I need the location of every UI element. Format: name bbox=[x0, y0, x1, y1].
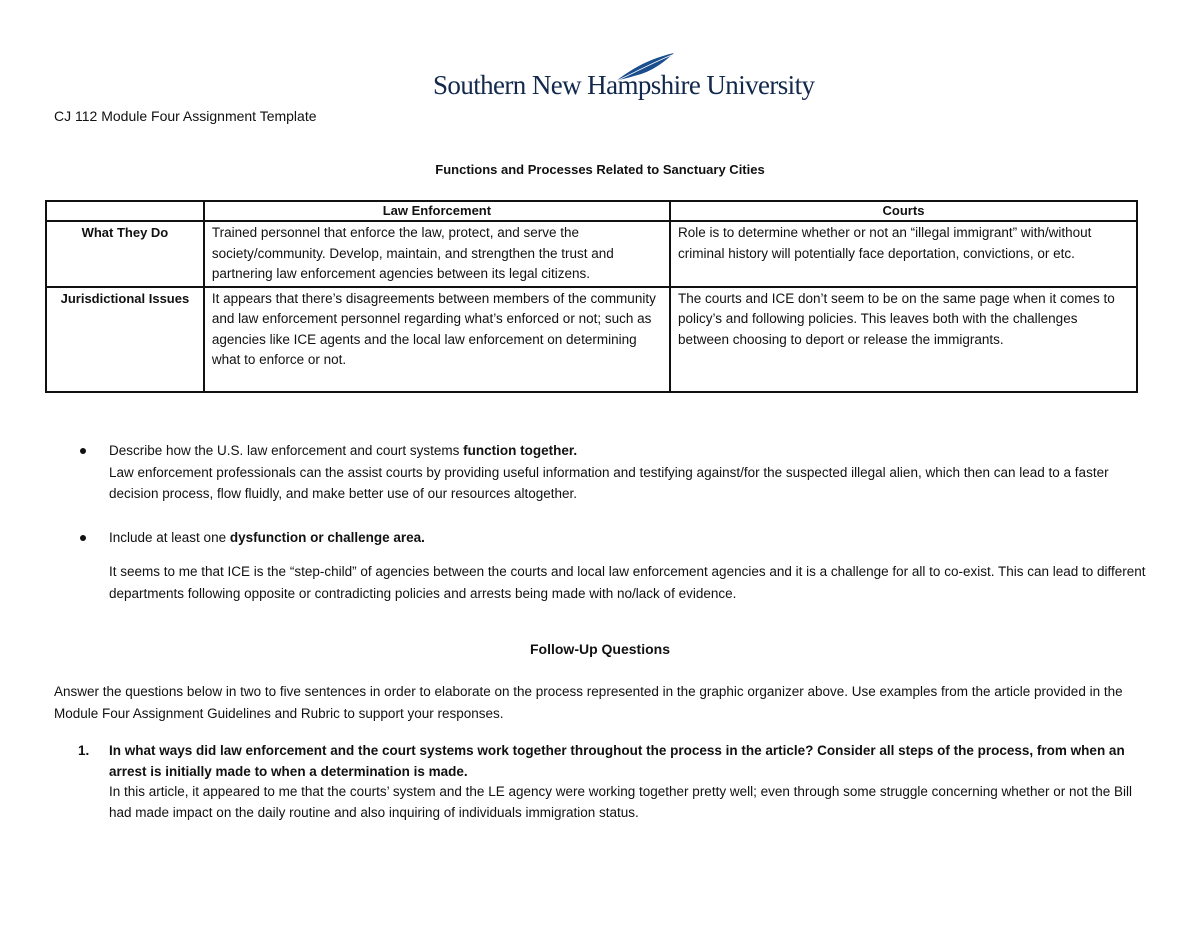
bullet-icon bbox=[80, 448, 86, 454]
bullet-prompt: Describe how the U.S. law enforcement and court systems function together. bbox=[109, 443, 578, 458]
cell-law-enforcement: It appears that there’s disagreements between members of the community and law enforcement personnel regarding what’s enforced or not; such as agencies like ICE agents and the local law enforcement on determining what to enforce or not. bbox=[204, 287, 670, 392]
table-header-law-enforcement: Law Enforcement bbox=[204, 201, 670, 221]
bullet-icon bbox=[80, 535, 86, 541]
cell-courts: The courts and ICE don’t seem to be on the same page when it comes to policy’s and following policies. This leaves both with the challenges between choosing to deport or release the immigrants. bbox=[670, 287, 1137, 392]
question-answer: In this article, it appeared to me that the courts’ system and the LE agency were working together pretty well; even through some struggle concerning whether or not the Bill had made impact on the daily routine and also inquiring of individuals immigration status. bbox=[109, 784, 1133, 820]
row-label-what-they-do: What They Do bbox=[46, 221, 204, 287]
document-title: Functions and Processes Related to Sanctuary Cities bbox=[435, 162, 765, 177]
table-header-courts: Courts bbox=[670, 201, 1137, 221]
followup-title: Follow-Up Questions bbox=[530, 641, 670, 657]
question-number: 1. bbox=[78, 743, 90, 758]
row-label-jurisdictional-issues: Jurisdictional Issues bbox=[46, 287, 204, 392]
table-header-row bbox=[46, 201, 1137, 221]
followup-intro: Answer the questions below in two to five sentences in order to elaborate on the process represented in the graphic organizer above. Use examples from the article provided in the Module Four Assignment Guidelines and Rubric to support your responses. bbox=[54, 684, 1123, 721]
bullet-answer: Law enforcement professionals can the assist courts by providing useful information and testifying against/for the suspected illegal alien, which then can lead to a faster decision process, flow fluidly, and make better use of our resources altogether. bbox=[109, 464, 1109, 501]
list-item bbox=[80, 527, 1150, 605]
table-row bbox=[46, 287, 1137, 392]
list-item bbox=[80, 440, 1150, 505]
cell-law-enforcement: Trained personnel that enforce the law, protect, and serve the society/community. Develop, maintain, and strengthen the trust and partnering law enforcement agencies between its legal citizens. bbox=[204, 221, 670, 287]
cell-courts: Role is to determine whether or not an “illegal immigrant” with/without criminal history will potentially face deportation, convictions, or etc. bbox=[670, 221, 1137, 287]
followup-question bbox=[78, 741, 1148, 823]
bullet-prompt: Include at least one dysfunction or challenge area. bbox=[109, 529, 425, 545]
table-row bbox=[46, 221, 1137, 287]
bullet-answer: It seems to me that ICE is the “step-child” of agencies between the courts and local law enforcement agencies and it is a challenge for all to co-exist. This can lead to different departments following opposite or contradicting policies and arrests being made with no/lack of evidence. bbox=[109, 564, 1146, 601]
graphic-organizer-table bbox=[45, 200, 1138, 393]
university-logo bbox=[433, 52, 815, 104]
bullet-list bbox=[80, 440, 1150, 604]
question-text: In what ways did law enforcement and the court systems work together throughout the process in the article? Consider all steps of the process, from when an arrest is initially made to when a determination is made. bbox=[109, 743, 1125, 779]
table-header-blank bbox=[46, 201, 204, 221]
logo-wordmark: Southern New Hampshire University bbox=[433, 70, 815, 100]
course-title: CJ 112 Module Four Assignment Template bbox=[54, 108, 317, 124]
